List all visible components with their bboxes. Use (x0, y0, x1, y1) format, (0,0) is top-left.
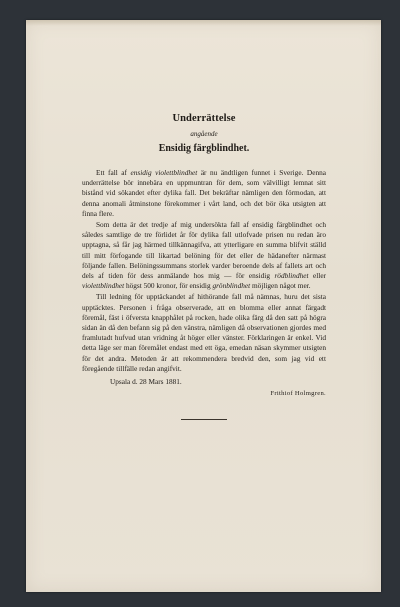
document-subtitle: angående (190, 130, 218, 138)
paragraph-2-text-1: Som detta är det tredje af mig undersökta fall af ensidig färgblindhet och således samtlige de tre förlidet år för dylika fall utlofvade prisen nu redan äro upptagna, så får jag härmed tillkännagifva, att ytterligare en summa blifvit ställd till mitt förfogande till likartad belöning för det eller de hädanefter närmast följande fallen. Belöningssummans storlek varder beroende dels af fallets art och dels af tiden för dess anmälande hos mig — för ensidig (82, 220, 326, 281)
paragraph-2-text-2: eller (308, 271, 326, 281)
paragraph-2-italic-3: grönblindhet (212, 281, 251, 291)
paragraph-3-text-1: Till ledning för upptäckandet af hithörande fall må nämnas, huru det sista upptäcktes. Personen i fråga observerade, att en blomma eller annat färgadt föremål, fäst i öfversta knapphålet på rocken, hade olika färg då den satt på högra sidan än då den befann sig på den vänstra, nämligen då observationen gjordes med framlutadt hufvud utan vridning åt höger eller vänster. Förklaringen är enkel. Vid detta läge ser man föremålet endast med ett öga, emedan näsan skymmer utsigten för det andra. Metoden är att rekommendera bredvid den, som jag vid ett föregående tillfälle redan angifvit. (82, 292, 326, 373)
paragraph-1-italic-1: ensidig violettblindhet (130, 168, 198, 177)
closing-rule (181, 419, 227, 420)
document-content (82, 113, 326, 420)
paragraph-1-text-1: Ett fall af (96, 168, 131, 177)
paragraph-2-text-4: möjligen något mer. (250, 281, 311, 291)
paragraph-1-text-2: är nu ändtligen funnet i Sverige. Denna underrättelse bör innebära en uppmuntran för dem, som välvilligt lemnat sitt bistånd vid sökandet efter dylika fall. Det bekräftar nämligen den förmodan, att denna anomali åtminstone förekommer i vårt land, och det bör öka utsigten att finna flere. (82, 168, 326, 218)
paragraph-2 (82, 220, 326, 291)
document-page (26, 20, 381, 592)
paragraph-1 (82, 168, 326, 219)
date-line: Upsala d. 28 Mars 1881. (110, 377, 182, 387)
paragraph-2-italic-1: rödblindhet (274, 271, 309, 281)
document-heading: Ensidig färgblindhet. (158, 143, 250, 154)
document-title: Underrättelse (172, 113, 236, 124)
paragraph-2-text-3: högst 500 kronor, för ensidig (124, 281, 213, 291)
signature: Frithiof Holmgren. (270, 390, 326, 398)
paragraph-2-italic-2: violettblindhet (82, 281, 125, 291)
paragraph-3 (82, 292, 326, 374)
